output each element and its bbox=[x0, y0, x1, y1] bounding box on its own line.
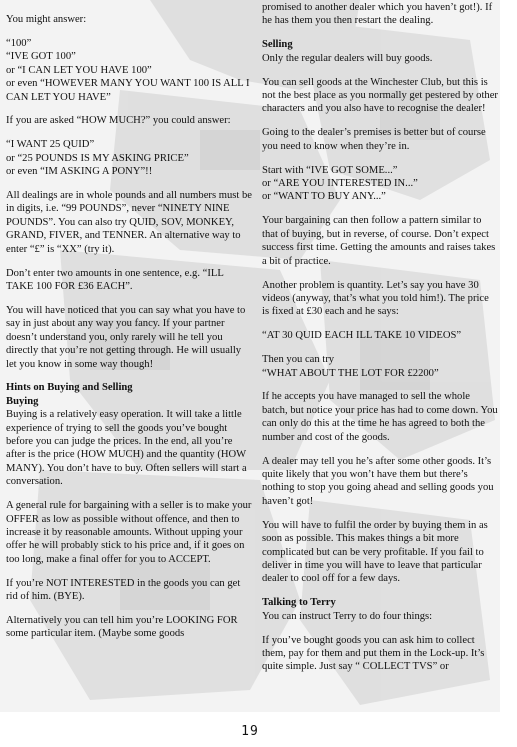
dealings-paragraph: All dealings are in whole pounds and all numbers must be in digits, i.e. “99 POUNDS”, never “NINETY NINE POUNDS”. You can also try QUID, SOV, MONKEY, GRAND, FIVER, and TENNER. An alternative way to enter “£” is “XX” (try it). bbox=[6, 190, 252, 255]
buying-paragraph: Buying is a relatively easy operation. It will take a little experience of trying to sell the goods you’ve bought before you can judge the prices. In the end, all you’re after is the price (HOW MUCH) and the quantity (HOW MANY). You don’t have to buy. Often sellers will start a conversation. bbox=[6, 409, 247, 488]
left-column bbox=[6, 0, 252, 651]
noticed-paragraph: You will have noticed that you can say what you have to say in just about any way you fancy. If your partner doesn’t understand you, only rarely will he tell you directly that you’re not getting through. He will usually let you know in some way though! bbox=[6, 304, 246, 370]
collect-paragraph: If you’ve bought goods you can ask him to collect them, pay for them and put them in the Lock-up. It’s quite simple. Just say “ COLLECT TVS” or bbox=[262, 634, 485, 673]
not-interested-paragraph: If you’re NOT INTERESTED in the goods you can get rid of him. (BYE). bbox=[6, 577, 241, 603]
pattern-paragraph: Your bargaining can then follow a pattern similar to that of buying, but in reverse, of course. Don’t expect success first time. Getting the amounts and raises takes a bit of practice. bbox=[262, 215, 496, 267]
selling-heading: Selling bbox=[262, 39, 293, 51]
winchester-paragraph: You can sell goods at the Winchester Club, but this is not the best place as you normally get pestered by other characters and you also have to recognise the dealer! bbox=[262, 76, 498, 115]
looking-paragraph: Alternatively you can tell him you’re LOOKING FOR some particular item. (Maybe some goods bbox=[6, 615, 238, 640]
buying-heading: Buying bbox=[6, 395, 39, 407]
terry-heading: Talking to Terry bbox=[262, 597, 336, 609]
answers-block: “100” “IVE GOT 100” or “I CAN LET YOU HAVE 100” or even “HOWEVER MANY YOU WANT 100 IS ALL I CAN LET YOU HAVE” bbox=[6, 37, 250, 103]
other-goods-paragraph: A dealer may tell you he’s after some other goods. It’s quite likely that you won’t have them but there’s nothing to stop you going ahead and selling goods you haven’t got! bbox=[262, 455, 494, 507]
promised-paragraph: promised to another dealer which you haven’t got!). If he has them you then restart the dealing. bbox=[262, 2, 493, 27]
two-amounts-paragraph: Don’t enter two amounts in one sentence, e.g. “ILL TAKE 100 FOR £36 EACH”. bbox=[6, 267, 224, 292]
fulfil-paragraph: You will have to fulfil the order by buying them in as soon as possible. This makes things a bit more complicated but can be very profitable. If you fail to deliver in time you will have to leave that particular dealer to cool off for a few days. bbox=[262, 519, 488, 585]
then-try-block: Then you can try “WHAT ABOUT THE LOT FOR £2200” bbox=[262, 354, 439, 379]
quote-paragraph: “AT 30 QUID EACH ILL TAKE 10 VIDEOS” bbox=[262, 330, 462, 342]
premises-paragraph: Going to the dealer’s premises is better but of course you need to know when they’re in. bbox=[262, 127, 486, 152]
selling-paragraph: Only the regular dealers will buy goods. bbox=[262, 52, 433, 64]
terry-paragraph: You can instruct Terry to do four things: bbox=[262, 610, 433, 622]
page-number: 19 bbox=[241, 724, 259, 739]
intro-paragraph: You might answer: bbox=[6, 14, 87, 25]
quantity-paragraph: Another problem is quantity. Let’s say you have 30 videos (anyway, that’s what you told him!). The price is fixed at £30 each and he says: bbox=[262, 279, 489, 318]
right-column bbox=[262, 0, 498, 684]
whole-batch-paragraph: If he accepts you have managed to sell the whole batch, but notice your price has had to come down. You can only do this at the time he has agreed to both the number and cost of the goods. bbox=[262, 391, 498, 443]
how-much-paragraph: If you are asked “HOW MUCH?” you could answer: bbox=[6, 115, 231, 127]
quid-block: “I WANT 25 QUID” or “25 POUNDS IS MY ASKING PRICE” or even “IM ASKING A PONY”!! bbox=[6, 139, 189, 178]
start-with-block: Start with “IVE GOT SOME...” or “ARE YOU INTERESTED IN...” or “WANT TO BUY ANY...” bbox=[262, 164, 418, 203]
general-rule-paragraph: A general rule for bargaining with a seller is to make your OFFER as low as possible without offence, and then to increase it by reasonable amounts. Without upping your offer he will probably stick to his price and, if it goes on too long, make a final offer for you to ACCEPT. bbox=[6, 500, 252, 565]
hints-heading: Hints on Buying and Selling bbox=[6, 382, 133, 394]
